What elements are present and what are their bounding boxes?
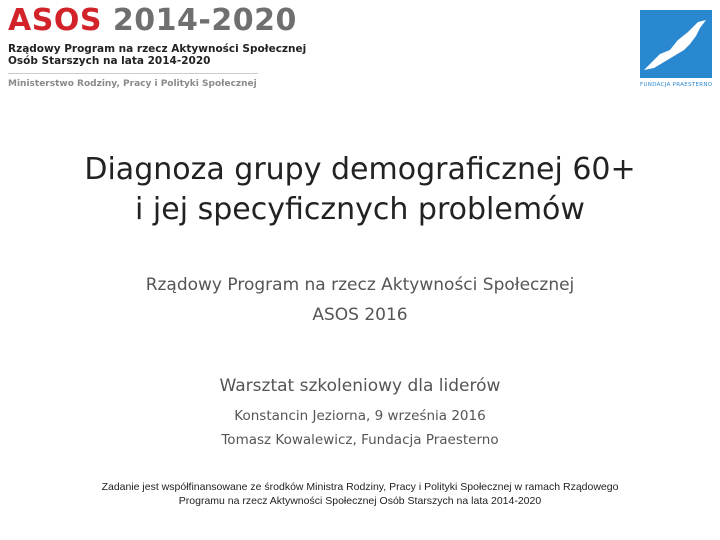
workshop-title: Warsztat szkoleniowy dla liderów <box>219 376 501 396</box>
slide-title <box>40 150 680 230</box>
author: Tomasz Kowalewicz, Fundacja Praesterno <box>221 432 499 448</box>
footer-line2: Programu na rzecz Aktywności Społecznej Osób Starszych na lata 2014-2020 <box>178 495 542 507</box>
asos-program-line2: Osób Starszych na lata 2014-2020 <box>8 55 211 67</box>
footer-line1: Zadanie jest współfinansowane ze środków Ministra Rodziny, Pracy i Polityki Społecznej w ramach Rządowego <box>101 481 619 493</box>
event-details <box>40 404 680 452</box>
subtitle-line1: Rządowy Program na rzecz Aktywności Społecznej <box>145 275 575 295</box>
asos-brand-name: ASOS <box>8 3 102 38</box>
asos-brand <box>8 3 297 38</box>
place-date: Konstancin Jeziorna, 9 września 2016 <box>234 408 486 424</box>
asos-program-line1: Rządowy Program na rzecz Aktywności Społecznej <box>8 43 307 55</box>
funding-note <box>40 480 680 508</box>
asos-program-name <box>8 43 307 67</box>
bird-icon <box>640 10 712 78</box>
asos-brand-years: 2014-2020 <box>112 3 297 38</box>
slide-subtitle <box>40 270 680 330</box>
fundacja-logo-box <box>640 10 712 78</box>
subtitle-line2: ASOS 2016 <box>312 305 408 325</box>
asos-logo-divider <box>8 73 258 74</box>
fundacja-praesterno-logo <box>640 10 712 92</box>
fundacja-name: FUNDACJA PRAESTERNO <box>640 82 713 88</box>
ministry-name: Ministerstwo Rodziny, Pracy i Polityki Społecznej <box>8 79 257 89</box>
title-line1: Diagnoza grupy demograficznej 60+ <box>84 152 636 187</box>
title-line2: i jej specyficznych problemów <box>135 192 585 227</box>
asos-logo <box>8 3 307 96</box>
